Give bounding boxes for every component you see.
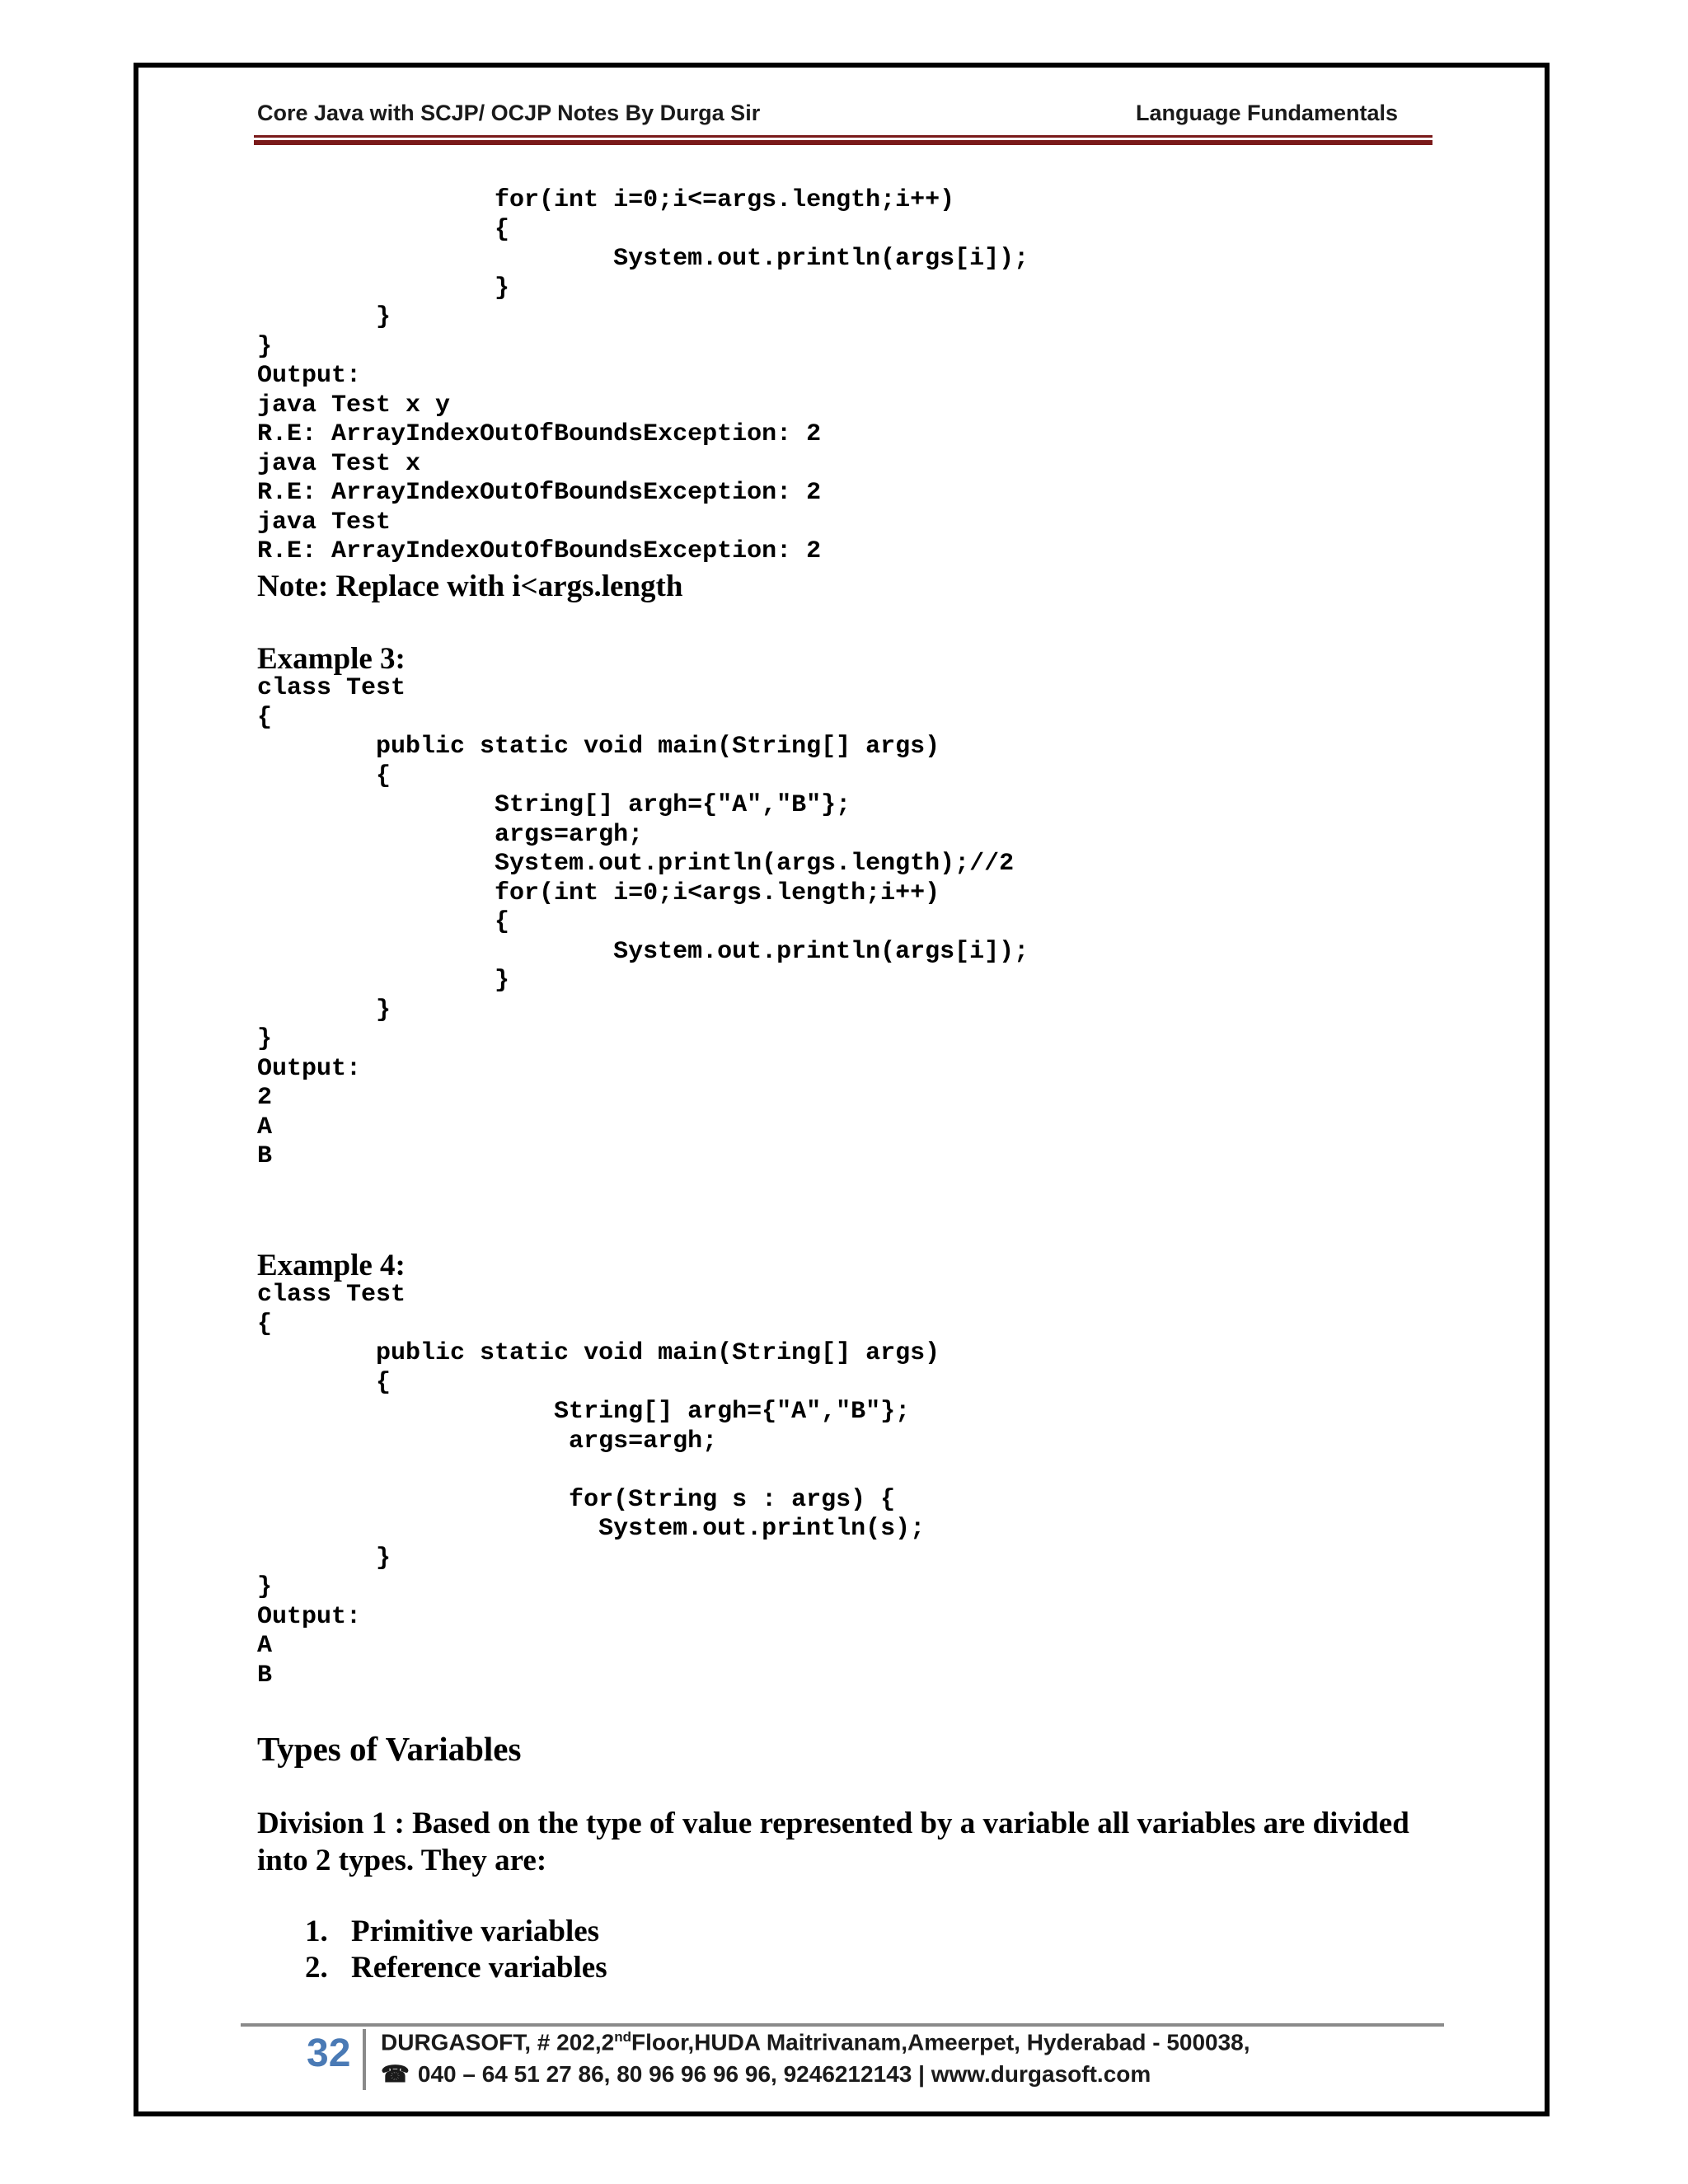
footer-contact: ☎ 040 – 64 51 27 86, 80 96 96 96 96, 9246212143 | www.durgasoft.com — [381, 2061, 1151, 2087]
header-rule-thick — [254, 140, 1432, 145]
footer-address: DURGASOFT, # 202,2ndFloor,HUDA Maitrivanam,Ameerpet, Hyderabad - 500038, — [381, 2029, 1250, 2055]
note-text: Note: Replace with i<args.length — [257, 569, 683, 603]
section-heading: Types of Variables — [257, 1730, 522, 1768]
header-section: Language Fundamentals — [1135, 101, 1398, 125]
code-block-example3: class Test { public static void main(String[] args) { String[] argh={"A","B"}; args=argh; System.out.println(args.length);//2 for(int i=0;i<args.length;i++) { System.out.println(args[i]); } } } Output: 2 A B — [257, 674, 1029, 1170]
page-number: 32 — [307, 2032, 351, 2075]
list-item: 2. Reference variables — [305, 1951, 607, 1985]
telephone-icon: ☎ — [381, 2061, 410, 2087]
footer-divider — [363, 2029, 366, 2090]
header-rule — [254, 135, 1432, 138]
example4-title: Example 4: — [257, 1249, 406, 1282]
header-title: Core Java with SCJP/ OCJP Notes By Durga Sir — [257, 101, 761, 125]
footer-rule — [241, 2023, 1444, 2027]
division-paragraph: Division 1 : Based on the type of value represented by a variable all variables are divided into 2 types. They are: — [257, 1807, 1409, 1877]
list-item: 1. Primitive variables — [305, 1915, 600, 1948]
variable-types-list — [305, 1914, 607, 1986]
code-block-example2: for(int i=0;i<=args.length;i++) { System.out.println(args[i]); } } } Output: java Test x y R.E: ArrayIndexOutOfBoundsException: 2 java Test x R.E: ArrayIndexOutOfBoundsException: 2 java Test R.E: ArrayIndexOutOfBoundsException: 2 — [257, 186, 1029, 565]
code-block-example4: class Test { public static void main(String[] args) { String[] argh={"A","B"}; args=argh; for(String s : args) { System.out.println(s); } } Output: A B — [257, 1281, 940, 1690]
example3-title: Example 3: — [257, 642, 406, 676]
